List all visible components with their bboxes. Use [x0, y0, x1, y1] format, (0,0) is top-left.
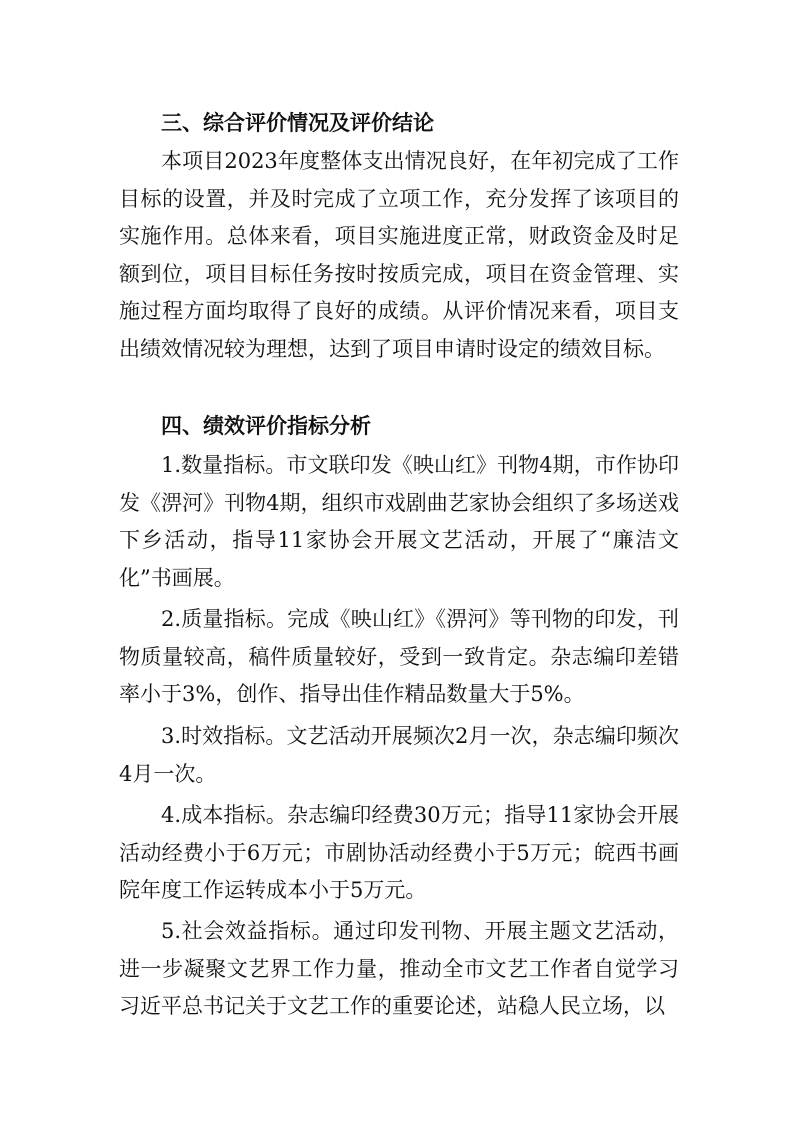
section-3-heading: 三、综合评价情况及评价结论 — [161, 111, 434, 135]
indicator-social-benefit-paragraph: 5.社会效益指标。通过印发刊物、开展主题文艺活动，进一步凝聚文艺界工作力量，推动全市文艺工作者自觉学习习近平总书记关于文艺工作的重要论述，站稳人民立场，以 — [119, 919, 679, 1018]
section-3-paragraph: 本项目2023年度整体支出情况良好，在年初完成了工作目标的设置，并及时完成了立项工作，充分发挥了该项目的实施作用。总体来看，项目实施进度正常，财政资金及时足额到位，项目目标任务按时按质完成，项目在资金管理、实施过程方面均取得了良好的成绩。从评价情况来看，项目支出绩效情况较为理想，达到了项目申请时设定的绩效目标。 — [119, 149, 679, 361]
section-4-heading: 四、绩效评价指标分析 — [161, 414, 371, 438]
indicator-timeliness-paragraph: 3.时效指标。文艺活动开展频次2月一次，杂志编印频次4月一次。 — [119, 724, 679, 786]
indicator-quality-paragraph: 2.质量指标。完成《映山红》《淠河》等刊物的印发，刊物质量较高，稿件质量较好，受到一致肯定。杂志编印差错率小于3%，创作、指导出佳作精品数量大于5%。 — [119, 607, 679, 706]
indicator-quantity-paragraph: 1.数量指标。市文联印发《映山红》刊物4期，市作协印发《淠河》刊物4期，组织市戏剧曲艺家协会组织了多场送戏下乡活动，指导11家协会开展文艺活动，开展了“廉洁文化”书画展。 — [119, 453, 679, 590]
indicator-cost-paragraph: 4.成本指标。杂志编印经费30万元；指导11家协会开展活动经费小于6万元；市剧协活动经费小于5万元；皖西书画院年度工作运转成本小于5万元。 — [119, 803, 679, 902]
